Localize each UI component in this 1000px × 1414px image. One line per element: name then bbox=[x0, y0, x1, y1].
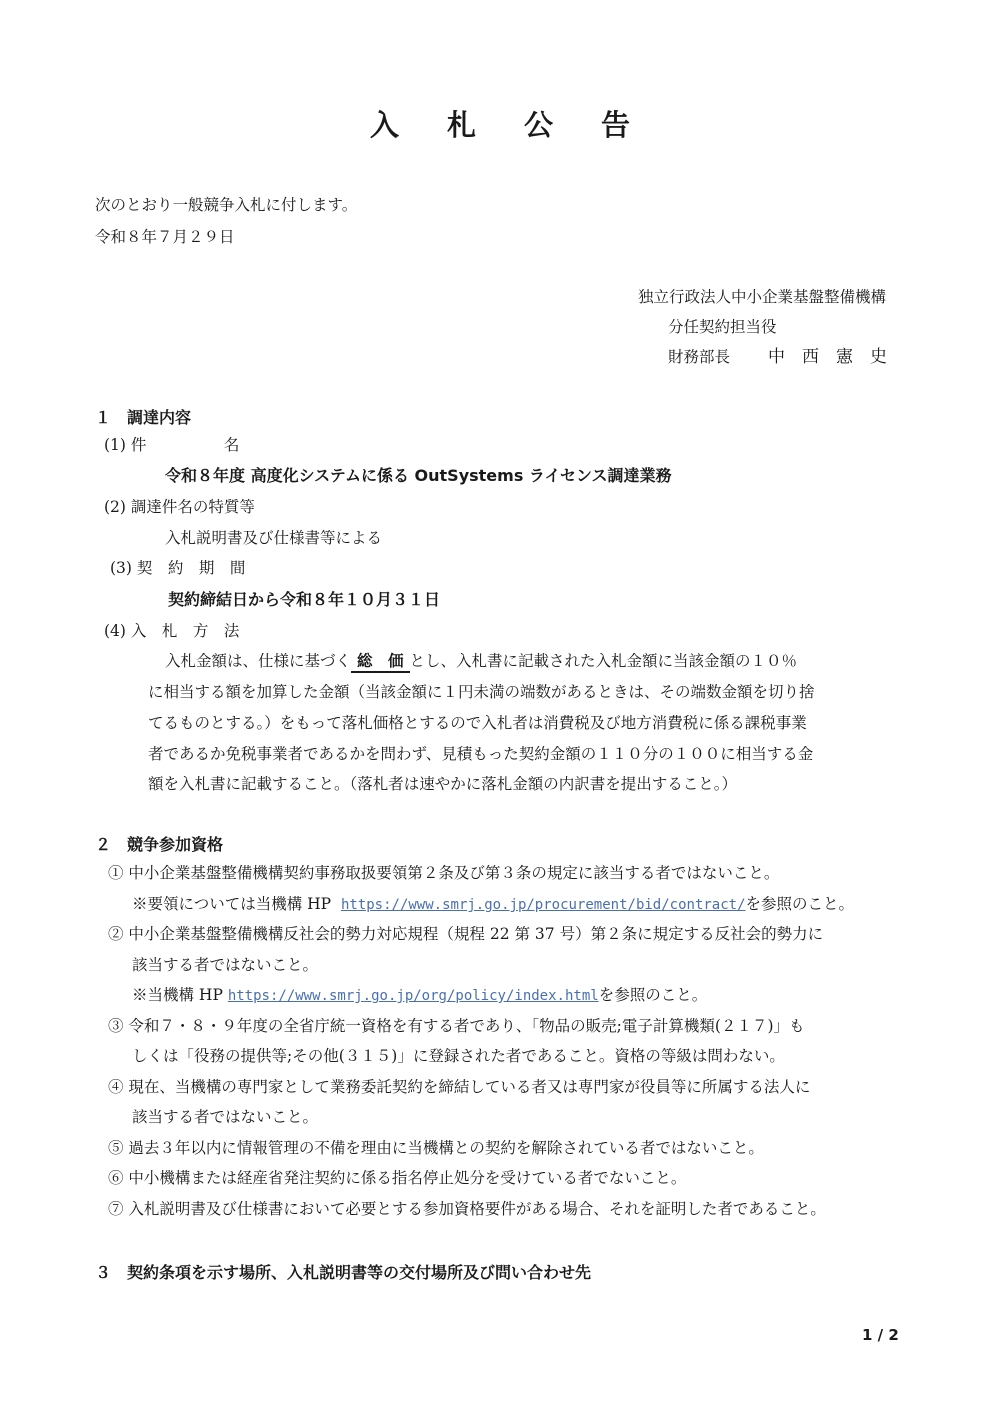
qualification-7: ⑦ 入札説明書及び仕様書において必要とする参加資格要件がある場合、それを証明した者であること。 bbox=[108, 1200, 826, 1218]
title-char: 札 bbox=[446, 108, 476, 142]
policy-link[interactable]: https://www.smrj.go.jp/org/policy/index.html bbox=[227, 988, 599, 1004]
item-2-label: (2) 調達件名の特質等 bbox=[104, 498, 255, 516]
item-1-label: (1) 件 名 bbox=[104, 436, 240, 454]
item-4-line-1-post: とし、入札書に記載された入札金額に当該金額の１０％ bbox=[409, 652, 798, 670]
qualification-2-note-post: を参照のこと。 bbox=[598, 986, 708, 1004]
qualification-2-line-2: 該当する者ではないこと。 bbox=[132, 956, 319, 974]
intro-text: 次のとおり一般競争入札に付します。 bbox=[95, 196, 358, 214]
title-char: 公 bbox=[524, 108, 554, 142]
qualification-2-note-pre: ※当機構 HP bbox=[132, 986, 223, 1004]
notice-date: 令和８年７月２９日 bbox=[95, 228, 235, 246]
section-3-heading: ３ 契約条項を示す場所、入札説明書等の交付場所及び問い合わせ先 bbox=[95, 1263, 592, 1282]
item-3-value: 契約締結日から令和８年１０月３１日 bbox=[168, 590, 441, 609]
item-1-value: 令和８年度 高度化システムに係る OutSystems ライセンス調達業務 bbox=[165, 466, 672, 485]
page-number: 1 / 2 bbox=[862, 1326, 899, 1344]
qualification-1-note-pre: ※要領については当機構 HP bbox=[132, 895, 332, 913]
item-4-line-1 bbox=[165, 652, 797, 673]
item-2-value: 入札説明書及び仕様書等による bbox=[165, 529, 383, 547]
item-4-line-4: 者であるか免税事業者であるかを問わず、見積もった契約金額の１１０分の１００に相当する金 bbox=[148, 745, 814, 763]
title-char: 入 bbox=[369, 108, 399, 142]
qualification-3-line-1: ③ 令和７・８・９年度の全省庁統一資格を有する者であり、「物品の販売;電子計算機類(２１７)」も bbox=[108, 1017, 805, 1035]
qualification-2-note bbox=[132, 986, 707, 1005]
qualification-4-line-2: 該当する者ではないこと。 bbox=[132, 1108, 319, 1126]
qualification-5: ⑤ 過去３年以内に情報管理の不備を理由に当機構との契約を解除されている者ではないこと。 bbox=[108, 1139, 764, 1157]
item-4-line-1-pre: 入札金額は、仕様に基づく bbox=[165, 652, 352, 670]
contract-rules-link[interactable]: https://www.smrj.go.jp/procurement/bid/contract/ bbox=[340, 897, 746, 913]
total-price-emphasis: 総 価 bbox=[351, 652, 410, 673]
section-2-heading: ２ 競争参加資格 bbox=[95, 835, 224, 854]
qualification-2-line-1: ② 中小企業基盤整備機構反社会的勢力対応規程（規程 22 第 37 号）第２条に規定する反社会的勢力に bbox=[108, 925, 824, 943]
qualification-3-line-2: しくは「役務の提供等;その他(３１５)」に登録された者であること。資格の等級は問わない。 bbox=[132, 1047, 785, 1065]
issuer-org: 独立行政法人中小企業基盤整備機構 bbox=[638, 288, 887, 306]
qualification-1-note-post: を参照のこと。 bbox=[745, 895, 855, 913]
issuer-name: 中 西 憲 史 bbox=[768, 347, 887, 367]
issuer-role: 分任契約担当役 bbox=[668, 318, 777, 336]
item-4-line-5: 額を入札書に記載すること。（落札者は速やかに落札金額の内訳書を提出すること。） bbox=[148, 775, 738, 793]
item-3-label: (3) 契 約 期 間 bbox=[110, 559, 246, 577]
qualification-1-note bbox=[132, 895, 854, 914]
item-4-line-3: てるものとする。）をもって落札価格とするので入札者は消費税及び地方消費税に係る課税事業 bbox=[148, 714, 807, 732]
qualification-4-line-1: ④ 現在、当機構の専門家として業務委託契約を締結している者又は専門家が役員等に所属する法人に bbox=[108, 1078, 811, 1096]
section-1-heading: １ 調達内容 bbox=[95, 408, 192, 427]
issuer-position: 財務部長 bbox=[668, 348, 731, 366]
item-4-line-2: に相当する額を加算した金額（当該金額に１円未満の端数があるときは、その端数金額を切り捨 bbox=[148, 683, 815, 701]
title-char: 告 bbox=[601, 108, 631, 142]
qualification-6: ⑥ 中小機構または経産省発注契約に係る指名停止処分を受けている者でないこと。 bbox=[108, 1169, 687, 1187]
page-title bbox=[0, 108, 1000, 143]
item-4-label: (4) 入 札 方 法 bbox=[104, 622, 240, 640]
qualification-1: ① 中小企業基盤整備機構契約事務取扱要領第２条及び第３条の規定に該当する者ではないこと。 bbox=[108, 864, 780, 882]
